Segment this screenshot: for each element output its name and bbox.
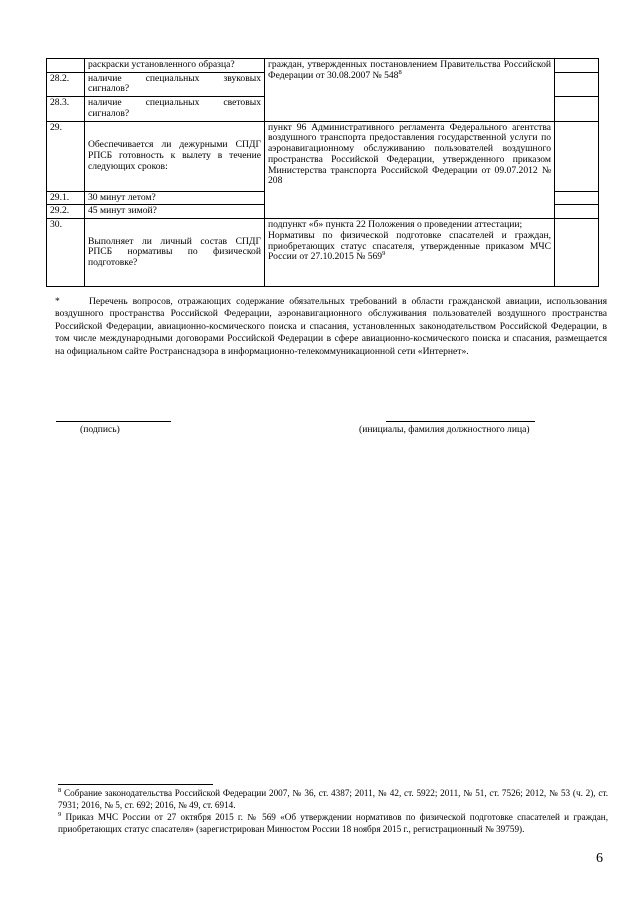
footnote: $^9$ Приказ МЧС России от 27 октября 2015 г. № 569 «Об утверждении нормативов по физической подготовке спасателей и граждан, приобретающих статус спасателя» (зарегистрирован Минюстом России 18 ноября 2015 г., регистрационный № 39759). (58, 810, 609, 834)
question-cell: Выполняет ли личный состав СПДГ РПСБ нормативы по физической подготовке? (85, 219, 265, 287)
row-number: 30. (47, 219, 85, 287)
footnotes (58, 788, 608, 836)
requirements-table (46, 58, 599, 287)
question-cell: наличие специальных световых сигналов? (85, 97, 265, 121)
row-number (47, 59, 85, 73)
question-cell: раскраски установленного образца? (85, 59, 265, 73)
legal-reference-cell: граждан, утвержденных постановлением Правительства Российской Федерации от 30.08.2007 № $548^8$ (265, 59, 555, 122)
name-caption: (инициалы, фамилия должностного лица) (359, 424, 530, 435)
table-row (47, 219, 599, 287)
answer-cell (555, 219, 599, 287)
question-cell: наличие специальных звуковых сигналов? (85, 72, 265, 96)
row-number: 29.1. (47, 191, 85, 205)
answer-cell (555, 72, 599, 96)
signature-line (56, 421, 171, 422)
footnote-separator (58, 784, 213, 785)
row-number: 29. (47, 121, 85, 191)
row-number: 28.3. (47, 97, 85, 121)
asterisk-marker: * (55, 296, 60, 307)
question-cell: 30 минут летом? (85, 191, 265, 205)
answer-cell (555, 121, 599, 191)
answer-cell (555, 97, 599, 121)
row-number: 28.2. (47, 72, 85, 96)
legal-reference-cell (265, 219, 555, 287)
table-row (47, 59, 599, 73)
question-cell: 45 минут зимой? (85, 205, 265, 219)
page-number: 6 (596, 851, 603, 866)
legal-reference-cell: пункт 96 Административного регламента Федерального агентства воздушного транспорта предоставления государственной услуги по аэронавигационному обслуживанию пользователей воздушного пространства Российской Федерации, утвержденного приказом Министерства транспорта Российской Федерации от 09.07.2012 № 208 (265, 121, 555, 218)
row-number: 29.2. (47, 205, 85, 219)
name-line (386, 421, 535, 422)
questions-list-note (55, 296, 607, 358)
answer-cell (555, 205, 599, 219)
signature-caption: (подпись) (80, 424, 120, 435)
answer-cell (555, 191, 599, 205)
reference-line: Нормативы по физической подготовке спасателей и граждан, приобретающих статус спасателя, утвержденные приказом МЧС России от 27.10.2015 № $569^9$ (268, 229, 551, 263)
footnote: $^8$ Собрание законодательства Российской Федерации 2007, № 36, ст. 4387; 2011, № 42, ст. 5922; 2011, № 51, ст. 7526; 2012, № 53 (ч. 2), ст. 7931; 2016, № 5, ст. 692; 2016, № 49, ст. 6914. (58, 786, 609, 810)
reference-line: подпункт «б» пункта 22 Положения о проведении аттестации; (268, 219, 523, 231)
answer-cell (555, 59, 599, 73)
table-row (47, 121, 599, 191)
note-text: Перечень вопросов, отражающих содержание обязательных требований в области гражданской авиации, использования воздушного пространства Российской Федерации, аэронавигационного обслуживания пользователей воздушного пространства Российской Федерации, авиационно-космического поиска и спасания, установленных законодательством Российской Федерации, в том числе международными договорами Российской Федерации в сфере авиационно-космического поиска и спасания, размещается на официальном сайте Ространснадзора в информационно-телекоммуникационной сети «Интернет». (55, 296, 607, 357)
question-cell: Обеспечивается ли дежурными СПДГ РПСБ готовность к вылету в течение следующих сроков: (85, 121, 265, 191)
